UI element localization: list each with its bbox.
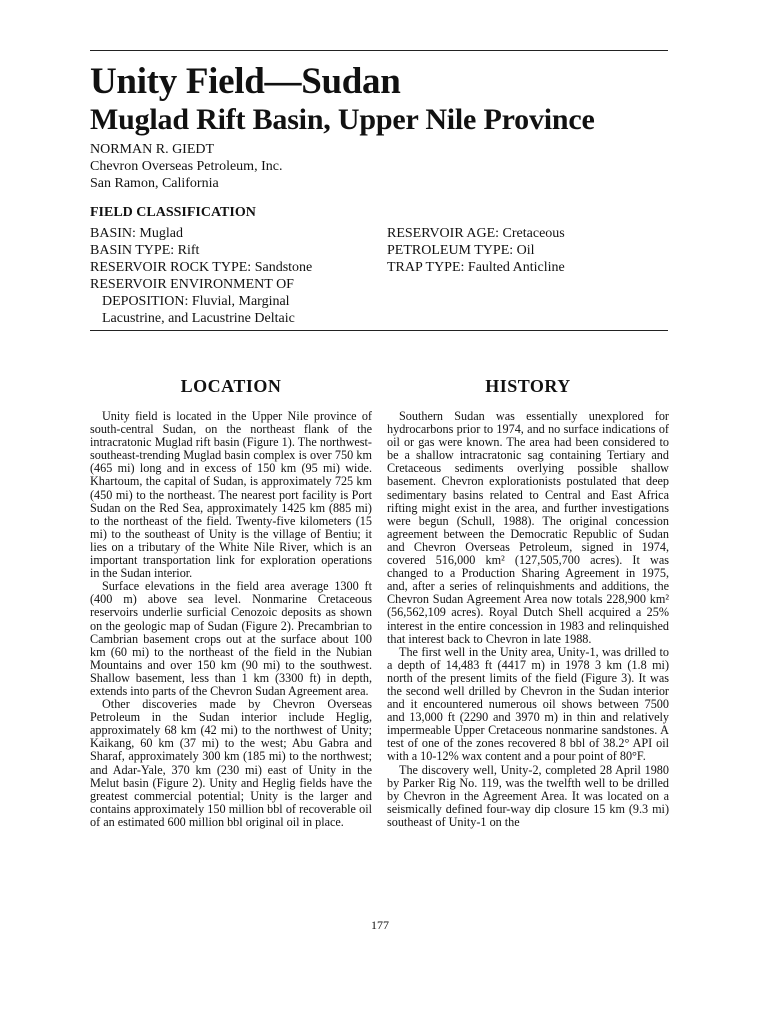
- section-rule: [90, 330, 668, 331]
- classification-item: RESERVOIR ROCK TYPE: Sandstone: [90, 260, 313, 275]
- author-block: [90, 141, 282, 192]
- body-paragraph: Other discoveries made by Chevron Overseas Petroleum in the Sudan interior include Heglig, approximately 68 km (42 mi) to the northwest of Unity; Kaikang, 60 km (37 mi) to the west; Abu Gabra and Sharaf, approximately 300 km (185 mi) to the northwest; and Adar-Yale, 370 km (230 mi) east of Unity in the Melut basin (Figure 2). Unity and Heglig fields have the greatest commercial potential; Unity is the larger and contains approximately 150 million bbl of recoverable oil of an estimated 600 million bbl original oil in place.: [90, 697, 372, 829]
- classification-item: Lacustrine, and Lacustrine Deltaic: [102, 311, 295, 326]
- location-heading: LOCATION: [180, 376, 282, 396]
- body-paragraph: The first well in the Unity area, Unity-1, was drilled to a depth of 14,483 ft (4417 m) in 1978 3 km (1.8 mi) north of the present limits of the field (Figure 3). It was the second well drilled by Chevron in the Sudan interior and it encountered numerous oil shows between 7500 and 13,000 ft (2290 and 3970 m) in thin and relatively impermeable Upper Cretaceous nonmarine sandstones. A test of one of the zones recovered 8 bbl of 38.2° API oil with a 10-12% wax content and a pour point of 80°F.: [387, 644, 669, 764]
- field-classification-heading: FIELD CLASSIFICATION: [90, 205, 256, 220]
- author-location: San Ramon, California: [90, 176, 219, 191]
- author-affiliation: Chevron Overseas Petroleum, Inc.: [90, 159, 283, 174]
- classification-item: BASIN TYPE: Rift: [90, 243, 200, 258]
- page-number: 177: [371, 918, 389, 932]
- classification-item: BASIN: Muglad: [90, 226, 183, 241]
- top-rule: [90, 50, 668, 51]
- history-column: [387, 410, 669, 829]
- article-subtitle: Muglad Rift Basin, Upper Nile Province: [90, 103, 595, 136]
- classification-right-list: [387, 225, 667, 276]
- body-paragraph: Unity field is located in the Upper Nile province of south-central Sudan, on the northeast flank of the intracratonic Muglad rift basin (Figure 1). The northwest-southeast-trending Muglad basin complex is over 750 km (465 mi) long and in excess of 150 km (95 mi) wide. Khartoum, the capital of Sudan, is approximately 725 km (450 mi) to the northeast. The nearest port facility is Port Sudan on the Red Sea, approximately 1425 km (885 mi) to the northeast of the field. Twenty-five kilometers (15 mi) to the southeast of Unity is the village of Bentiu; it lies on a tributary of the White Nile River, which is an important transportation link for exploration operations in the Sudan interior.: [90, 409, 372, 581]
- location-column: [90, 410, 372, 829]
- classification-left-list: [90, 225, 380, 327]
- classification-item: PETROLEUM TYPE: Oil: [387, 243, 535, 258]
- body-paragraph: Southern Sudan was essentially unexplored for hydrocarbons prior to 1974, and no surface indications of oil or gas were known. The area had been considered to be a shallow intracratonic sag containing Tertiary and Cretaceous sediments overlying possible shallow basement. Chevron explorationists postulated that deep sedimentary basins related to Central and East Africa rifting might exist in the area, and further investigations were begun (Schull, 1988). The original concession agreement between the Democratic Republic of Sudan and Chevron Overseas Petroleum, signed in 1974, covered 516,000 km² (127,505,700 acres). It was changed to a Production Sharing Agreement in 1975, and, after a series of relinquishments and additions, the Chevron Sudan Agreement Area now totals 228,900 km² (56,562,109 acres). Royal Dutch Shell acquired a 25% interest in the entire concession in 1983 and relinquished that interest back to Chevron in late 1988.: [387, 409, 669, 646]
- body-paragraph: The discovery well, Unity-2, completed 28 April 1980 by Parker Rig No. 119, was the twelfth well to be drilled by Chevron in the Agreement Area. It was located on a seismically defined four-way dip closure 15 km (9.3 mi) southeast of Unity-1 on the: [387, 762, 669, 829]
- body-paragraph: Surface elevations in the field area average 1300 ft (400 m) above sea level. Nonmarine Cretaceous reservoirs underlie surficial Cenozoic deposits as shown on the geologic map of Sudan (Figure 2). Precambrian to Cambrian basement crops out at the surface about 100 km (60 mi) to the northeast of the field in the Nubian Mountains and over 150 km (90 mi) to the southwest. Shallow basement, less than 1 km (3300 ft) in depth, extends into parts of the Chevron Sudan Agreement area.: [90, 579, 372, 698]
- article-title: Unity Field—Sudan: [90, 61, 401, 102]
- classification-item: RESERVOIR AGE: Cretaceous: [387, 226, 565, 241]
- history-heading: HISTORY: [485, 376, 571, 396]
- classification-item: RESERVOIR ENVIRONMENT OF: [90, 277, 294, 292]
- classification-item: DEPOSITION: Fluvial, Marginal: [102, 294, 290, 309]
- author-name: NORMAN R. GIEDT: [90, 142, 215, 157]
- classification-item: TRAP TYPE: Faulted Anticline: [387, 260, 565, 275]
